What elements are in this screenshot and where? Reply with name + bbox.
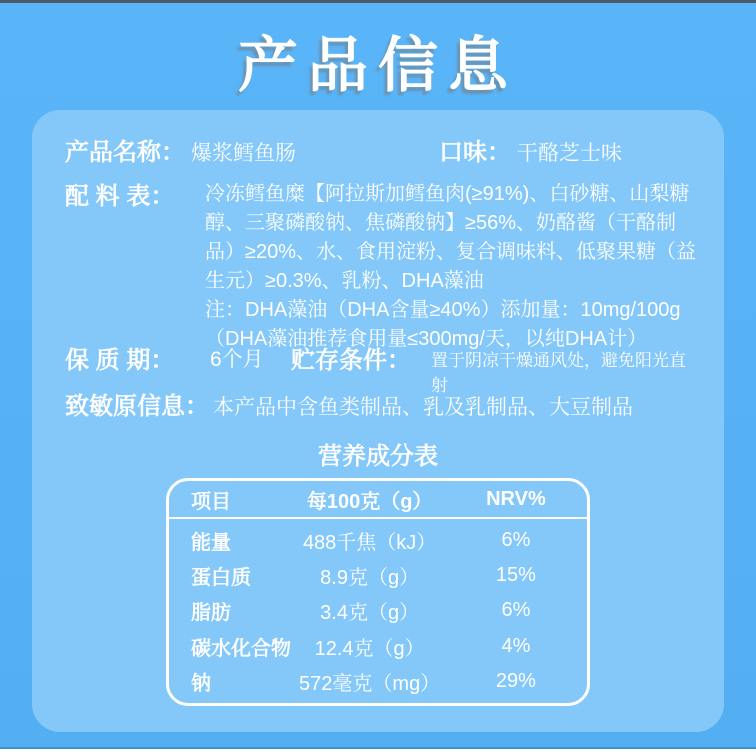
bottom-white-strip (0, 749, 756, 756)
nutrition-table (166, 478, 590, 706)
header-nrv: NRV% (486, 487, 546, 510)
product-name-value: 爆浆鳕鱼肠 (191, 142, 296, 165)
nutrition-table-body (169, 519, 587, 703)
row-item: 脂肪 (191, 602, 231, 625)
row-item: 碳水化合物 (191, 637, 291, 660)
row-amount: 3.4克（g） (320, 602, 420, 625)
header-amount: 每100克（g） (306, 490, 433, 513)
row-nrv: 6% (501, 599, 531, 622)
storage-value: 置于阴凉干燥通风处，避免阳光直射 (431, 351, 686, 395)
top-edge-strip (0, 0, 756, 3)
ingredients-text: 冷冻鳕鱼糜【阿拉斯加鳕鱼肉(≥91%)、白砂糖、山梨糖醇、三聚磷酸钠、焦磷酸钠】≥56%、奶酪酱（干酪制品）≥20%、水、食用淀粉、复合调味料、低聚果糖（益生元）≥0.3%、乳粉、DHA藻油 (205, 183, 697, 292)
shelf-life-label: 保 质 期： (65, 347, 175, 374)
ingredients-note: 注：DHA藻油（DHA含量≥40%）添加量：10mg/100g（DHA藻油推荐食用量≤300mg/天，以纯DHA计） (205, 299, 681, 350)
table-row (169, 596, 587, 625)
table-row (169, 561, 587, 590)
row-nrv: 29% (495, 669, 536, 692)
table-row (169, 526, 587, 555)
row-amount: 488千焦（kJ） (302, 532, 437, 555)
header-item: 项目 (191, 490, 231, 513)
product-name-label: 产品名称： (65, 139, 185, 166)
allergen-value: 本产品中含鱼类制品、乳及乳制品、大豆制品 (213, 396, 633, 419)
row-item: 能量 (191, 532, 231, 555)
row-nrv: 6% (501, 529, 531, 552)
row-amount: 572毫克（mg） (299, 672, 441, 695)
page-title: 产品信息 (238, 32, 518, 99)
row-item: 蛋白质 (191, 567, 251, 590)
table-row (169, 667, 587, 696)
flavor-group (439, 132, 622, 167)
nutrition-table-header (169, 481, 587, 519)
row-nrv: 15% (495, 564, 536, 587)
row-amount: 8.9克（g） (320, 567, 420, 590)
product-name-row (65, 132, 700, 167)
row-nrv: 4% (501, 634, 531, 657)
allergen-label: 致敏原信息： (65, 393, 209, 420)
nutrition-table-title: 营养成分表 (318, 443, 438, 470)
row-item: 钠 (191, 672, 211, 695)
ingredients-label: 配 料 表： (65, 183, 175, 210)
ingredients-value (205, 180, 705, 354)
shelf-life-value: 6个月 (210, 348, 264, 371)
product-info-card (32, 110, 724, 732)
shelf-storage-row (65, 340, 700, 395)
storage-label: 贮存条件： (291, 347, 411, 374)
table-row (169, 632, 587, 661)
flavor-value: 干酪芝士味 (517, 142, 622, 165)
flavor-label: 口味： (439, 139, 511, 166)
row-amount: 12.4克（g） (314, 637, 425, 660)
allergen-row (65, 386, 704, 421)
